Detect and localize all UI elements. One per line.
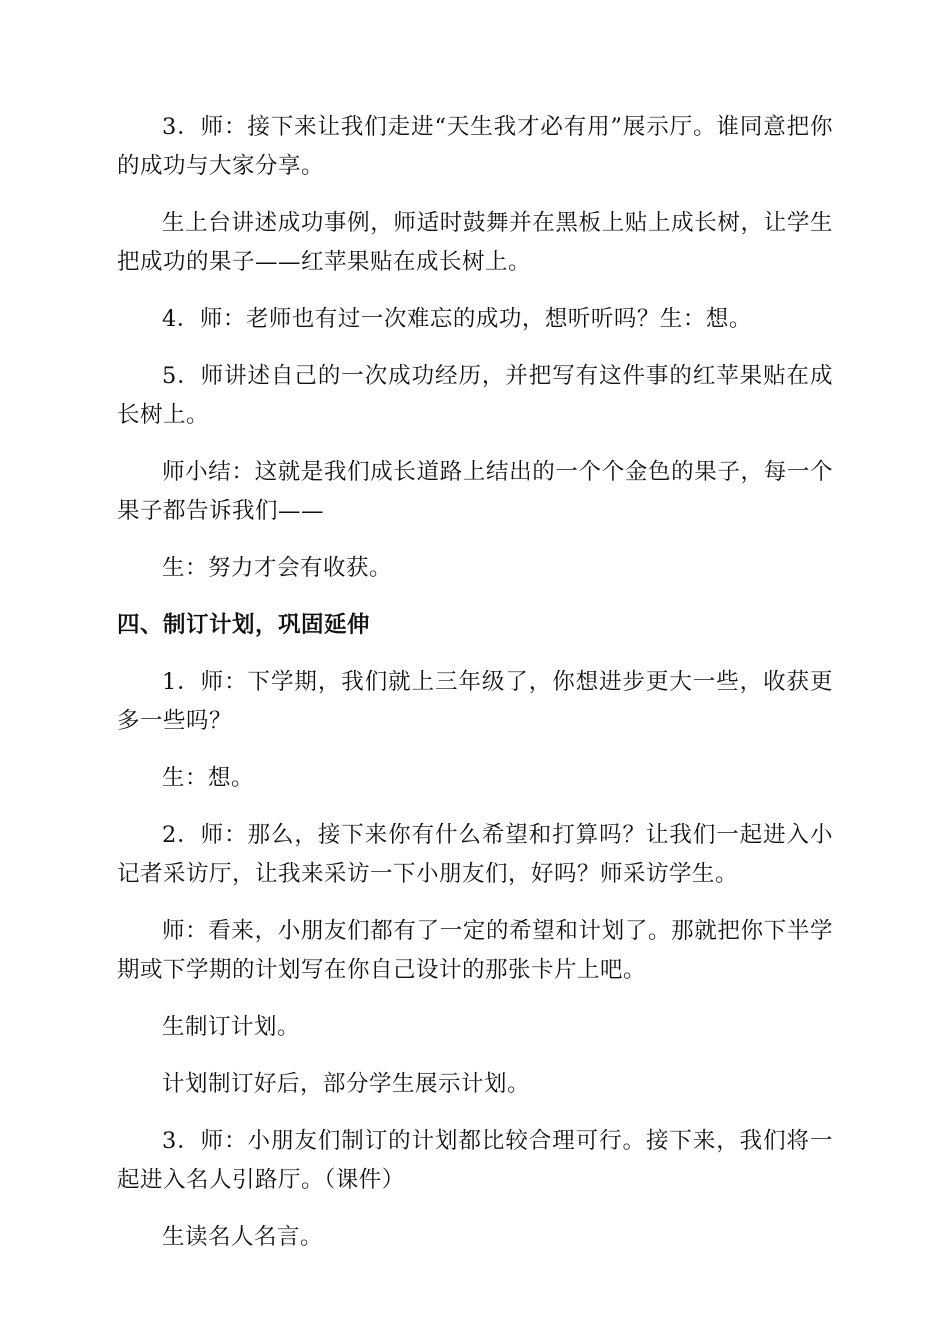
paragraph-students-show-plan: 计划制订好后，部分学生展示计划。 — [162, 1071, 531, 1097]
paragraph-student-reply: 生：想。 — [162, 765, 255, 791]
paragraph-plan-step-3: 3．师：小朋友们制订的计划都比较合理可行。接下来，我们将一起进入名人引路厅。（课件） — [117, 1128, 833, 1193]
paragraph-plan-step-2: 2．师：那么，接下来你有什么希望和打算吗？让我们一起进入小记者采访厅，让我来采访一下小朋友们，好吗？师采访学生。 — [117, 822, 833, 887]
paragraph-student-answer: 生：努力才会有收获。 — [162, 555, 393, 581]
paragraph-teacher-summary: 师小结：这就是我们成长道路上结出的一个个金色的果子，每一个果子都告诉我们—— — [117, 459, 833, 524]
document-body — [117, 108, 833, 1275]
paragraph-step-4-teacher: 4．师：老师也有过一次难忘的成功，想听听吗？生：想。 — [162, 306, 752, 332]
paragraph-students-share: 生上台讲述成功事例，师适时鼓舞并在黑板上贴上成长树，让学生把成功的果子——红苹果贴在成长树上。 — [117, 210, 833, 275]
paragraph-plan-step-1: 1．师：下学期，我们就上三年级了，你想进步更大一些，收获更多一些吗？ — [117, 669, 833, 734]
paragraph-teacher-plan-card: 师：看来，小朋友们都有了一定的希望和计划了。那就把你下半学期或下学期的计划写在你自己设计的那张卡片上吧。 — [117, 918, 833, 983]
section-heading-4: 四、制订计划，巩固延伸 — [117, 612, 371, 638]
paragraph-read-quotes: 生读名人名言。 — [162, 1224, 324, 1250]
paragraph-students-make-plan: 生制订计划。 — [162, 1014, 301, 1040]
paragraph-step-5-teacher-story: 5．师讲述自己的一次成功经历，并把写有这件事的红苹果贴在成长树上。 — [117, 363, 833, 428]
paragraph-step-3-showcase: 3．师：接下来让我们走进“天生我才必有用”展示厅。谁同意把你的成功与大家分享。 — [117, 114, 833, 179]
